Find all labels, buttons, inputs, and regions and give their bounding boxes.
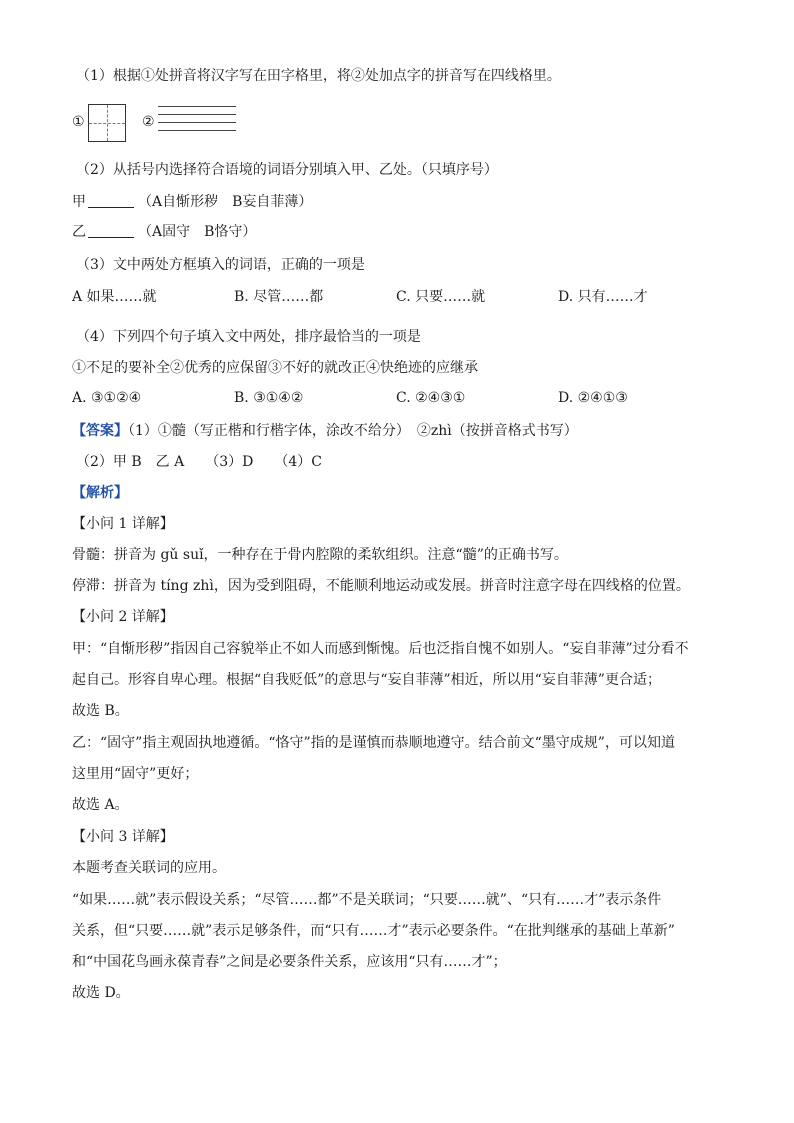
jia-blank — [88, 193, 134, 208]
q3-option-c: C. 只要……就 — [396, 289, 486, 305]
sub-question-1-title: 【小问 1 详解】 — [72, 516, 174, 532]
sub-3-paragraph-1b: 关系，但“只要……就”表示足够条件，而“只有……才”表示必要条件。“在批判继承的基础上革新” — [72, 923, 675, 939]
tian-zi-ge-grid — [88, 104, 126, 142]
sub-3-paragraph-1c: 和“中国花鸟画永葆青春”之间是必要条件关系，应该用“只有……才”； — [72, 954, 507, 970]
analysis-tag: 【解析】 — [72, 485, 128, 501]
q4-option-a: A. ③①②④ — [72, 390, 142, 406]
q3-option-b: B. 尽管……都 — [234, 289, 324, 305]
question-4-text: （4）下列四个句子填入文中两处，排序最恰当的一项是 — [76, 329, 421, 345]
question-3-text: （3）文中两处方框填入的词语，正确的一项是 — [76, 257, 365, 273]
q4-option-c: C. ②④③① — [396, 390, 466, 406]
sub-question-2-title: 【小问 2 详解】 — [72, 609, 174, 625]
yi-label: 乙 — [72, 224, 86, 240]
answer-line-2: （2）甲 B 乙 A （3）D （4）C — [76, 454, 322, 470]
answer-line-1 — [72, 421, 722, 441]
question-2-yi — [72, 222, 722, 242]
sub-3-paragraph-0: 本题考查关联词的应用。 — [72, 860, 226, 876]
answer-tag: 【答案】 — [72, 423, 128, 439]
question-2-text: （2）从括号内选择符合语境的词语分别填入甲、乙处。（只填序号） — [76, 162, 498, 178]
q3-option-d: D. 只有……才 — [558, 289, 648, 305]
yi-blank — [88, 223, 134, 238]
yi-options: （A固守 B恪守） — [138, 224, 257, 240]
four-line-grid — [158, 106, 236, 130]
q4-option-b: B. ③①④② — [234, 390, 304, 406]
answer-text-1: （1）①髓（写正楷和行楷字体，涂改不给分） ②zhì（按拼音格式书写） — [128, 423, 578, 439]
sub-2-paragraph-1c: 故选 B。 — [72, 703, 129, 719]
q3-option-a: A 如果……就 — [72, 289, 157, 305]
jia-label: 甲 — [72, 194, 86, 210]
question-4-sentences: ①不足的要补全②优秀的应保留③不好的就改正④快绝迹的应继承 — [72, 360, 478, 376]
sub-question-3-title: 【小问 3 详解】 — [72, 829, 174, 845]
sub-2-paragraph-1b: 起自己。形容自卑心理。根据“自我贬低”的意思与“妄自菲薄”相近，所以用“妄自菲薄”更合适； — [72, 672, 661, 688]
q4-option-d: D. ②④①③ — [558, 390, 628, 406]
question-2-jia — [72, 192, 722, 212]
sub-2-paragraph-1a: 甲：“自惭形秽”指因自己容貌举止不如人而感到惭愧。后也泛指自愧不如别人。“妄自菲薄”过分看不 — [72, 641, 689, 657]
sub-1-paragraph-2: 停滞：拼音为 tíng zhì，因为受到阻碍，不能顺利地运动或发展。拼音时注意字母在四线格的位置。 — [72, 578, 690, 594]
sub-3-paragraph-1d: 故选 D。 — [72, 985, 130, 1001]
sub-2-paragraph-2b: 这里用“固守”更好； — [72, 766, 199, 782]
sub-3-paragraph-1a: “如果……就”表示假设关系；“尽管……都”不是关联词；“只要……就”、“只有……才”表示条件 — [72, 892, 662, 908]
sub-1-paragraph-1: 骨髓：拼音为 gǔ suǐ，一种存在于骨内腔隙的柔软组织。注意“髓”的正确书写。 — [72, 547, 568, 563]
question-1-text: （1）根据①处拼音将汉字写在田字格里，将②处加点字的拼音写在四线格里。 — [76, 68, 561, 84]
mark-2: ② — [142, 114, 155, 130]
jia-options: （A自惭形秽 B妄自菲薄） — [138, 194, 313, 210]
mark-1: ① — [72, 114, 85, 130]
sub-2-paragraph-2a: 乙：“固守”指主观固执地遵循。“恪守”指的是谨慎而恭顺地遵守。结合前文“墨守成规”，可以知道 — [72, 735, 675, 751]
sub-2-paragraph-2c: 故选 A。 — [72, 797, 129, 813]
